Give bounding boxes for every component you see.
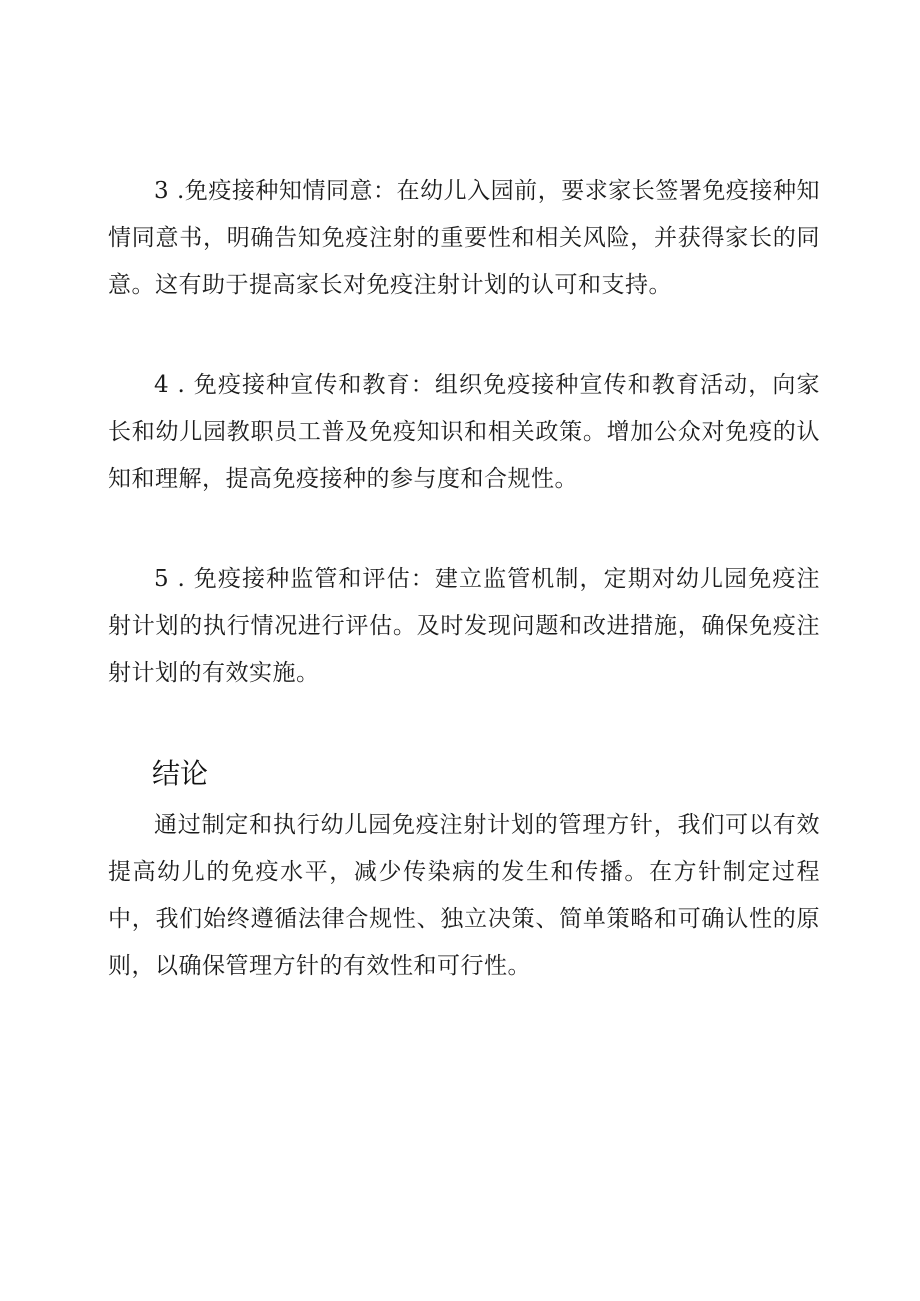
conclusion-heading: 结论 <box>152 757 209 790</box>
list-item-3-paragraph: 3 .免疫接种知情同意：在幼儿入园前，要求家长签署免疫接种知情同意书，明确告知免疫注射的重要性和相关风险，并获得家长的同意。这有助于提高家长对免疫注射计划的认可和支持。 <box>108 178 820 298</box>
list-item-4-paragraph: 4 . 免疫接种宣传和教育：组织免疫接种宣传和教育活动，向家长和幼儿园教职员工普及免疫知识和相关政策。增加公众对免疫的认知和理解，提高免疫接种的参与度和合规性。 <box>108 372 820 492</box>
list-item-5-paragraph: 5 . 免疫接种监管和评估：建立监管机制，定期对幼儿园免疫注射计划的执行情况进行评估。及时发现问题和改进措施，确保免疫注射计划的有效实施。 <box>108 566 820 686</box>
conclusion-paragraph: 通过制定和执行幼儿园免疫注射计划的管理方针，我们可以有效提高幼儿的免疫水平，减少传染病的发生和传播。在方针制定过程中，我们始终遵循法律合规性、独立决策、简单策略和可确认性的原则，以确保管理方针的有效性和可行性。 <box>108 812 820 979</box>
